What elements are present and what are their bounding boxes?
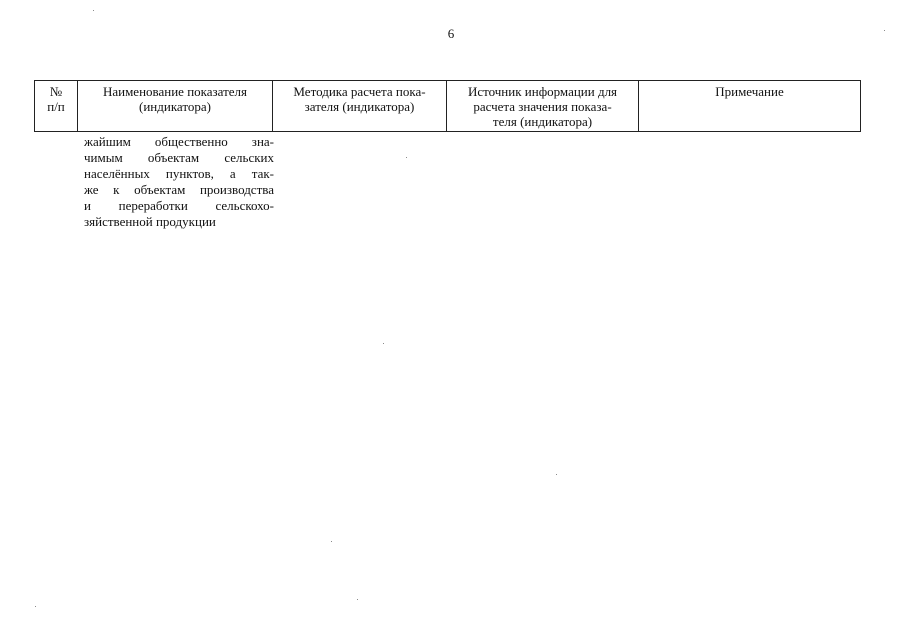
header-cell-number: № п/п bbox=[35, 81, 78, 132]
scan-speck bbox=[556, 474, 557, 475]
continued-indicator-name-cell bbox=[84, 134, 274, 230]
indicator-table-header bbox=[34, 80, 861, 132]
indicator-name-line: чимым объектам сельских bbox=[84, 150, 274, 165]
header-cell-indicator-name: Наименование показателя (индикатора) bbox=[78, 81, 273, 132]
scan-speck bbox=[357, 599, 358, 600]
scan-speck bbox=[383, 343, 384, 344]
header-cell-calculation-method: Методика расчета пока- зателя (индикатора) bbox=[273, 81, 447, 132]
indicator-name-line: населённых пунктов, а так- bbox=[84, 166, 274, 181]
header-row bbox=[35, 81, 861, 132]
scan-speck bbox=[93, 10, 94, 11]
scan-speck bbox=[35, 606, 36, 607]
indicator-name-line: зяйственной продукции bbox=[84, 214, 216, 229]
scan-speck bbox=[884, 30, 885, 31]
header-cell-information-source: Источник информации для расчета значения показа- теля (индикатора) bbox=[447, 81, 639, 132]
indicator-name-line: же к объектам производства bbox=[84, 182, 274, 197]
indicator-name-line: жайшим общественно зна- bbox=[84, 134, 274, 149]
scan-speck bbox=[331, 541, 332, 542]
scan-speck bbox=[406, 157, 407, 158]
header-cell-note: Примечание bbox=[639, 81, 861, 132]
indicator-name-line: и переработки сельскохо- bbox=[84, 198, 274, 213]
page-number: 6 bbox=[447, 26, 455, 41]
